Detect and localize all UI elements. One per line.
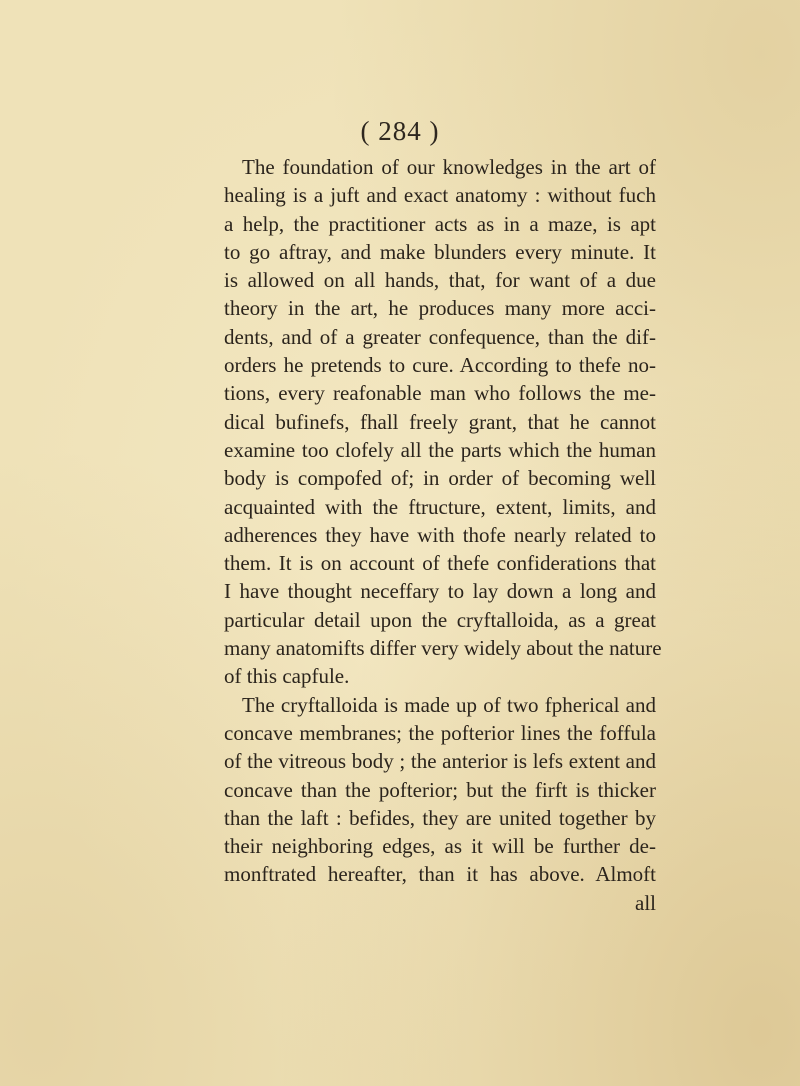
text-line: monftrated hereafter, than it has above. Almoft — [224, 862, 656, 887]
text-line: theory in the art, he produces many more acci- — [224, 296, 656, 321]
text-line: The foundation of our knowledges in the art of — [242, 155, 656, 179]
catchword: all — [635, 890, 656, 915]
text-line: of the vitreous body ; the anterior is lefs extent and — [224, 749, 656, 774]
text-line: them. It is on account of thefe confiderations that — [224, 551, 656, 576]
text-line: is allowed on all hands, that, for want of a due — [224, 268, 656, 293]
page-number: ( 284 ) — [360, 116, 440, 146]
text-line: orders he pretends to cure. According to thefe no- — [224, 353, 656, 378]
text-line: their neighboring edges, as it will be further de- — [224, 834, 656, 859]
text-line: examine too clofely all the parts which the human — [224, 437, 656, 462]
text-line: acquainted with the ftructure, extent, limits, and — [224, 494, 656, 519]
text-line: The cryftalloida is made up of two fpherical and — [242, 692, 656, 717]
text-line: concave than the pofterior; but the firft is thicker — [224, 777, 656, 802]
text-line: healing is a juft and exact anatomy : without fuch — [224, 183, 656, 208]
text-line: than the laft : befides, they are united together by — [224, 805, 656, 830]
text-line: tions, every reafonable man who follows the me- — [224, 381, 656, 406]
text-line: a help, the practitioner acts as in a maze, is apt — [224, 211, 656, 236]
text-line: body is compofed of; in order of becoming well — [224, 466, 656, 491]
text-line: many anatomifts differ very widely about the nature — [224, 636, 662, 661]
text-line: concave membranes; the pofterior lines the foffula — [224, 720, 656, 745]
text-line: dents, and of a greater confequence, than the dif- — [224, 324, 656, 349]
text-line: of this capfule. — [224, 664, 350, 689]
body-text — [224, 153, 662, 917]
text-line: dical bufinefs, fhall freely grant, that he cannot — [224, 409, 656, 434]
text-line: to go aftray, and make blunders every minute. It — [224, 239, 656, 264]
text-line: I have thought neceffary to lay down a long and — [224, 579, 656, 604]
text-line: adherences they have with thofe nearly related to — [224, 522, 656, 547]
text-line: particular detail upon the cryftalloida, as a great — [224, 607, 656, 632]
